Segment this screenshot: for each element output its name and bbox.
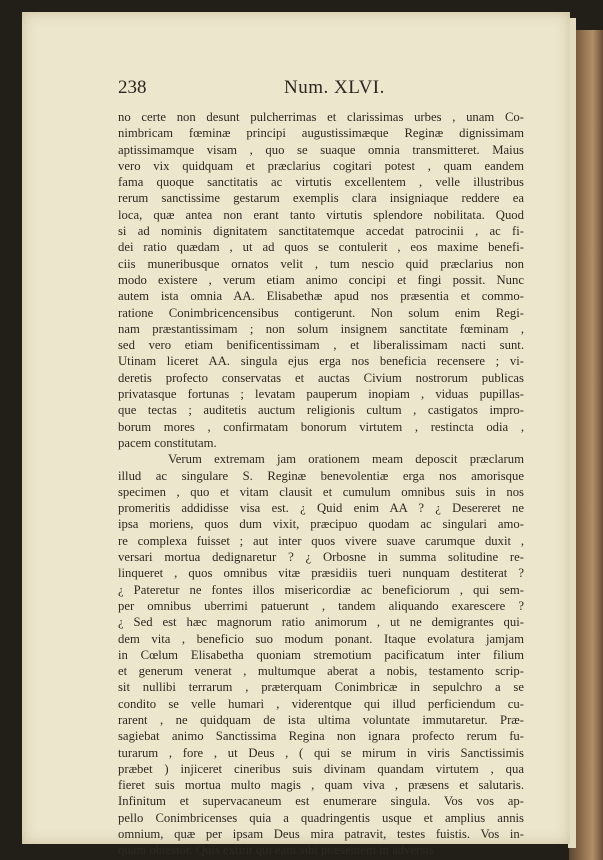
text-line: præbet ) injiceret cineribus suis divinam quandam virtutem , qua — [118, 761, 524, 776]
paragraph — [118, 109, 524, 451]
text-line: et generum venerat , multumque aberat a nobis, testamento scrip- — [118, 664, 524, 679]
text-line: que tectas ; auditetis auctum religionis cultum , castigatos impro- — [118, 403, 524, 418]
text-line: loca, quæ antea non erant tanto virtutis splendore nobilitata. Quod — [118, 207, 524, 222]
text-line: specimen , quo et vitam clausit et cumulum omnibus suis in nos — [118, 484, 524, 499]
page-number: 238 — [118, 77, 147, 98]
text-line: fama quoque sanctitatis ac virtutis excellentem , velle illustribus — [118, 175, 524, 190]
text-line: ¿ Sed est hæc magnorum ratio animorum , ut ne demigrantes qui- — [118, 615, 524, 630]
text-line: privatasque fortunas ; levatam pauperum inopiam , viduas pupillas- — [118, 387, 524, 402]
text-line: no certe non desunt pulcherrimas et clarissimas urbes , unam Co- — [118, 110, 524, 124]
text-line: re complexa fuisset ; aut inter quos vivere suave carumque duxit , — [118, 533, 524, 548]
text-line: dem vita , beneficio suo modum ponant. Itaque evolatura jamjam — [118, 631, 524, 646]
text-line: fieret suis mortua multo magis , quam viva , præsens et salutaris. — [118, 778, 524, 793]
text-line: illud ac singulare S. Reginæ benevolentiæ erga nos amorisque — [118, 468, 524, 483]
text-line: nam præstantissimam ; non solum insignem sanctitate fœminam , — [118, 321, 524, 336]
text-line: per omnibus uberrimi patuerunt , tandem aliquando exarescere ? — [118, 598, 524, 613]
text-line: in Cœlum Elisabetha quoniam stremotium pacificatum inter filium — [118, 647, 524, 662]
text-line: ciis muneribusque ornatos velit , tum nescio quid præclarius non — [118, 256, 524, 271]
text-line: pacem constitutam. — [118, 435, 217, 450]
text-line: aptissimamque visam , quo se suaque omnia transmitteret. Maius — [118, 142, 524, 157]
paragraph — [118, 451, 524, 858]
text-line: promeritis addidisse visa est. ¿ Quid enim AA ? ¿ Desereret ne — [118, 501, 524, 516]
text-line: sit nullibi terrarum , præterquam Conimbricæ in sepulchro a se — [118, 680, 524, 695]
text-line: borum mores , confirmatam bonorum virtutem , restincta odia , — [118, 419, 524, 434]
text-line: linqueret , quos omnibus vitæ præsidiis tueri nunquam destiterat ? — [118, 566, 524, 581]
text-line: rerum sanctissime gestarum exemplis clara insigniaque reddere ea — [118, 191, 524, 206]
text-line: Utinam liceret AA. singula ejus erga nos beneficia recensere ; vi- — [118, 354, 524, 369]
text-line: sagiebat animo Sanctissima Regina non ignara profecto rerum fu- — [118, 729, 524, 744]
text-line: omnium, quæ per ipsam Deus mira patravit, testes fuistis. Vos in- — [118, 827, 524, 842]
text-line: ¿ Pateretur ne fontes illos misericordiæ ac beneficiorum , qui sem- — [118, 582, 524, 597]
text-line: ratione Conimbricencensibus contigerunt. Non solum enim Regi- — [118, 305, 524, 320]
text-line: Infinitum et supervacaneum est enumerare singula. Vos vos ap- — [118, 794, 524, 809]
text-line: pello Conimbricenses quia a quadringentis usque et amplius annis — [118, 810, 524, 825]
body-text — [118, 109, 524, 859]
text-line: modo existere , verum etiam animo concipi et fingi possit. Nunc — [118, 272, 524, 287]
text-line: versari mortua dedignaretur ? ¿ Orbosne in summa solitudine re- — [118, 550, 524, 565]
text-line: deretis profecto conservatas et auctas Civium nostrorum publicas — [118, 370, 524, 385]
text-line: condito se velle humari , viderentque qui illud perficiendum cu- — [118, 696, 524, 711]
text-line: ipsa moriens, quos dum vixit, præcipuo quodam ac singulari amo- — [118, 517, 524, 532]
text-line: rarent , ne quidquam de ista ultima voluntate immutaretur. Præ- — [118, 712, 524, 727]
text-line: nimbricam fœminæ principi augustissimæque Reginæ dignissimam — [118, 126, 524, 141]
text-line: Verum extremam jam orationem meam deposcit præclarum — [168, 452, 524, 467]
text-line: quam obtestor. Quis extitit qui eam sibi præsentem in adversis — [118, 843, 434, 858]
text-line: si ad nominis dignitatem sanctitatemque accedat patrocinii , ac fi- — [118, 224, 524, 239]
text-line: autem ista omnia AA. Elisabethæ apud nos præsentia et commo- — [118, 289, 524, 304]
text-line: turarum , fore , ut Deus , ( qui se mirum in viris Sanctissimis — [118, 745, 524, 760]
text-line: vero vix quidquam et præclarius cogitari potest , quam eandem — [118, 158, 524, 173]
text-line: dei ratio quædam , ut ad quos se contulerit , eos maxime benefi- — [118, 240, 524, 255]
running-title: Num. XLVI. — [284, 77, 385, 98]
page-header — [118, 77, 498, 103]
text-line: sed vero etiam benificentissimam , et liberalissimam nacti sunt. — [118, 338, 524, 353]
